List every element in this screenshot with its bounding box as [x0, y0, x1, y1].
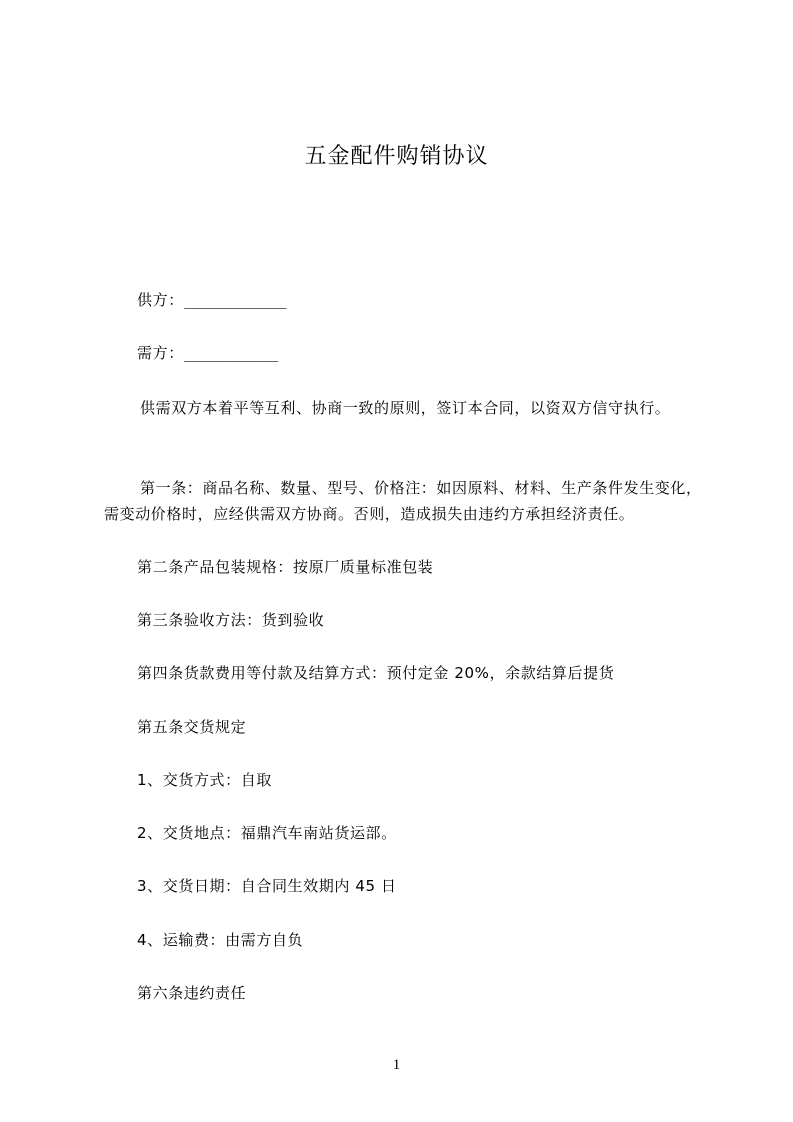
- preamble-paragraph: 供需双方本着平等互利、协商一致的原则，签订本合同，以资双方信守执行。: [140, 399, 671, 417]
- article-5-item-1: 1、交货方式：自取: [137, 771, 272, 789]
- page-title: 五金配件购销协议: [304, 144, 489, 169]
- article-5-heading: 第五条交货规定: [137, 718, 247, 736]
- article-3: 第三条验收方法：货到验收: [137, 611, 325, 629]
- article-5-item-3: 3、交货日期：自合同生效期内 45 日: [137, 877, 397, 895]
- article-1-line-2: 需变动价格时，应经供需双方协商。否则，造成损失由违约方承担经济责任。: [104, 505, 635, 523]
- article-4: 第四条货款费用等付款及结算方式：预付定金 20%，余款结算后提货: [137, 664, 615, 682]
- supplier-blank: ____________: [183, 291, 287, 309]
- supplier-label: 供方：: [137, 291, 184, 309]
- page-number: 1: [392, 1057, 401, 1073]
- article-5-item-4: 4、运输费：由需方自负: [137, 931, 304, 949]
- article-1-line-1: 第一条：商品名称、数量、型号、价格注：如因原料、材料、生产条件发生变化，: [140, 479, 702, 497]
- buyer-label: 需方：: [137, 344, 184, 362]
- buyer-line: [137, 343, 278, 363]
- article-6-heading: 第六条违约责任: [137, 984, 247, 1002]
- supplier-line: [137, 290, 286, 310]
- article-2: 第二条产品包装规格：按原厂质量标准包装: [137, 558, 434, 576]
- article-5-item-2: 2、交货地点：福鼎汽车南站货运部。: [137, 824, 397, 842]
- buyer-blank: ___________: [183, 344, 278, 362]
